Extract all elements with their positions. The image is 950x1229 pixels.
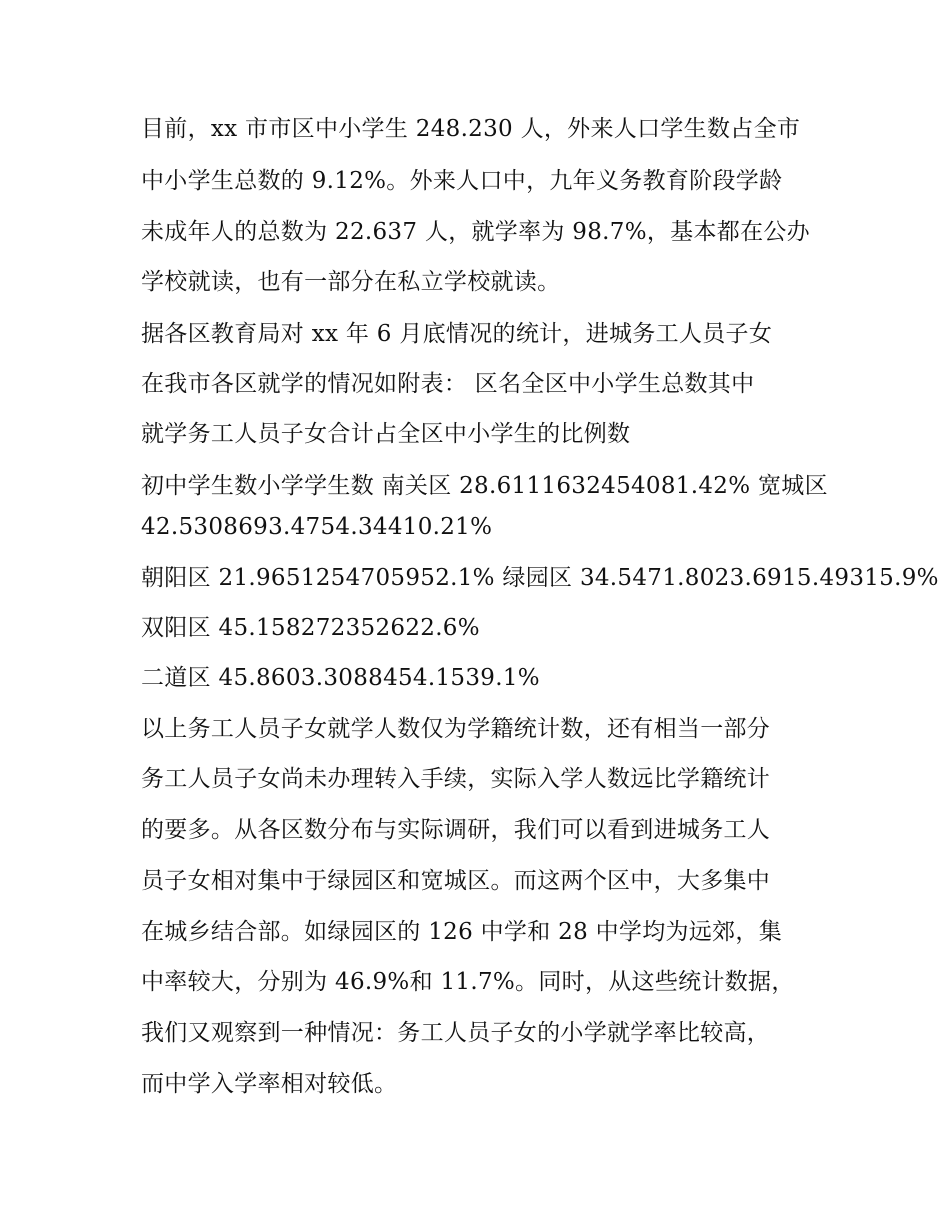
text-line: 就学务工人员子女合计占全区中小学生的比例数 — [141, 421, 631, 447]
text-line: 以上务工人员子女就学人数仅为学籍统计数，还有相当一部分 — [141, 716, 771, 742]
text-line: 目前，xx 市市区中小学生 248.230 人，外来人口学生数占全市 — [141, 116, 801, 142]
text-line: 据各区教育局对 xx 年 6 月底情况的统计，进城务工人员子女 — [141, 321, 773, 347]
text-line: 朝阳区 21.9651254705952.1% 绿园区 34.5471.8023.6915.49315.9% — [141, 565, 939, 591]
text-line: 中小学生总数的 9.12%。外来人口中，九年义务教育阶段学龄 — [141, 168, 783, 194]
text-line: 初中学生数小学学生数 南关区 28.6111632454081.42% 宽城区 — [141, 473, 828, 499]
text-line: 中率较大，分别为 46.9%和 11.7%。同时，从这些统计数据， — [141, 969, 795, 995]
text-line: 在我市各区就学的情况如附表： 区名全区中小学生总数其中 — [141, 371, 755, 397]
text-line: 的要多。从各区数分布与实际调研，我们可以看到进城务工人 — [141, 817, 771, 843]
text-line: 务工人员子女尚未办理转入手续，实际入学人数远比学籍统计 — [141, 766, 771, 792]
text-line: 42.5308693.4754.34410.21% — [141, 514, 493, 540]
text-line: 双阳区 45.158272352622.6% — [141, 615, 480, 641]
text-line: 而中学入学率相对较低。 — [141, 1071, 398, 1097]
text-line: 在城乡结合部。如绿园区的 126 中学和 28 中学均为远郊，集 — [141, 919, 783, 945]
text-line: 我们又观察到一种情况：务工人员子女的小学就学率比较高， — [141, 1020, 771, 1046]
text-line: 员子女相对集中于绿园区和宽城区。而这两个区中，大多集中 — [141, 868, 771, 894]
text-line: 二道区 45.8603.3088454.1539.1% — [141, 665, 540, 691]
text-line: 学校就读，也有一部分在私立学校就读。 — [141, 269, 561, 295]
text-line: 未成年人的总数为 22.637 人，就学率为 98.7%，基本都在公办 — [141, 219, 810, 245]
